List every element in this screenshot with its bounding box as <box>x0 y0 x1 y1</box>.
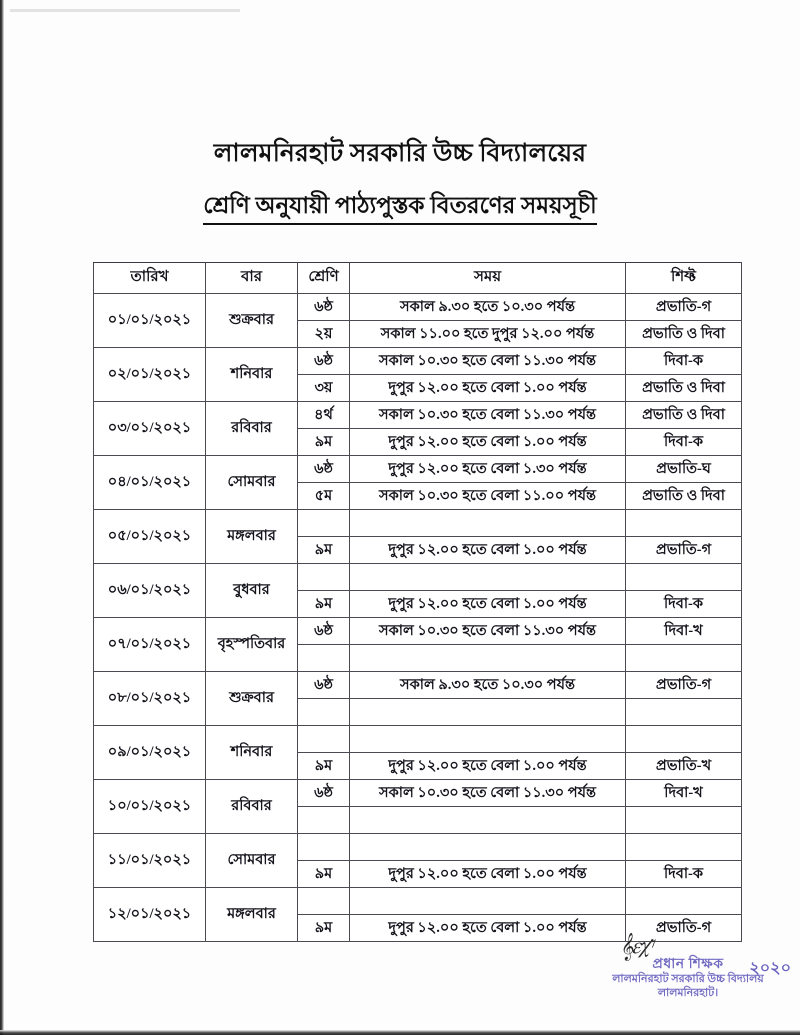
cell-time: সকাল ১০.৩০ হতে বেলা ১১.৩০ পর্যন্ত <box>350 348 626 375</box>
table-row <box>94 618 742 645</box>
cell-time: দুপুর ১২.০০ হতে বেলা ১.০০ পর্যন্ত <box>350 591 626 618</box>
cell-shift: প্রভাতি ও দিবা <box>626 375 742 402</box>
cell-day: শনিবার <box>206 348 298 402</box>
cell-day: রবিবার <box>206 402 298 456</box>
table-row <box>94 402 742 429</box>
table-row <box>94 672 742 699</box>
column-header-time: সময় <box>350 263 626 294</box>
cell-class: ৬ষ্ঠ <box>298 456 350 483</box>
signature-stamp-area <box>583 933 793 1018</box>
cell-time: সকাল ১০.৩০ হতে বেলা ১১.৩০ পর্যন্ত <box>350 618 626 645</box>
cell-date: ১২/০১/২০২১ <box>94 888 206 942</box>
cell-shift <box>626 888 742 915</box>
cell-class: ৬ষ্ঠ <box>298 348 350 375</box>
cell-shift <box>626 645 742 672</box>
cell-shift: প্রভাতি ও দিবা <box>626 321 742 348</box>
cell-class: ৯ম <box>298 915 350 942</box>
distribution-schedule-table <box>93 262 742 942</box>
cell-day: শুক্রবার <box>206 672 298 726</box>
column-header-shift: শিফ্ট <box>626 263 742 294</box>
cell-class <box>298 510 350 537</box>
cell-shift <box>626 807 742 834</box>
cell-date: ০৭/০১/২০২১ <box>94 618 206 672</box>
column-header-date: তারিখ <box>94 263 206 294</box>
cell-shift: প্রভাতি-গ <box>626 915 742 942</box>
document-subtitle: শ্রেণি অনুযায়ী পাঠ্যপুস্তক বিতরণের সময়সূচী <box>203 191 597 225</box>
cell-shift <box>626 564 742 591</box>
column-header-class: শ্রেণি <box>298 263 350 294</box>
cell-time: দুপুর ১২.০০ হতে বেলা ১.০০ পর্যন্ত <box>350 429 626 456</box>
cell-class: ৩য় <box>298 375 350 402</box>
cell-time <box>350 888 626 915</box>
cell-date: ০৯/০১/২০২১ <box>94 726 206 780</box>
cell-shift <box>626 834 742 861</box>
column-header-day: বার <box>206 263 298 294</box>
stamp-designation: প্রধান শিক্ষক <box>652 957 724 972</box>
cell-shift: দিবা-ক <box>626 429 742 456</box>
cell-shift: প্রভাতি-গ <box>626 537 742 564</box>
cell-class: ৯ম <box>298 537 350 564</box>
cell-date: ০৫/০১/২০২১ <box>94 510 206 564</box>
cell-day: মঙ্গলবার <box>206 888 298 942</box>
cell-shift: প্রভাতি-খ <box>626 753 742 780</box>
cell-day: শনিবার <box>206 726 298 780</box>
cell-date: ০২/০১/২০২১ <box>94 348 206 402</box>
cell-class: ৯ম <box>298 861 350 888</box>
cell-time <box>350 726 626 753</box>
cell-shift: দিবা-ক <box>626 591 742 618</box>
cell-time: সকাল ১০.৩০ হতে বেলা ১১.৩০ পর্যন্ত <box>350 402 626 429</box>
table-row <box>94 510 742 537</box>
table-row <box>94 834 742 861</box>
cell-shift: দিবা-ক <box>626 861 742 888</box>
cell-shift <box>626 510 742 537</box>
cell-class: ৬ষ্ঠ <box>298 294 350 321</box>
cell-time: সকাল ১১.০০ হতে দুপুর ১২.০০ পর্যন্ত <box>350 321 626 348</box>
cell-date: ০৬/০১/২০২১ <box>94 564 206 618</box>
cell-day: বৃহস্পতিবার <box>206 618 298 672</box>
cell-class <box>298 699 350 726</box>
cell-time <box>350 807 626 834</box>
cell-day: রবিবার <box>206 780 298 834</box>
table-row <box>94 780 742 807</box>
cell-shift: দিবা-খ <box>626 618 742 645</box>
cell-shift: প্রভাতি ও দিবা <box>626 402 742 429</box>
table-row <box>94 888 742 915</box>
cell-day: সোমবার <box>206 456 298 510</box>
cell-class: ৬ষ্ঠ <box>298 618 350 645</box>
table-row <box>94 294 742 321</box>
cell-time: দুপুর ১২.০০ হতে বেলা ১.০০ পর্যন্ত <box>350 915 626 942</box>
cell-time <box>350 564 626 591</box>
official-stamp <box>583 957 793 1001</box>
cell-class <box>298 645 350 672</box>
cell-time <box>350 699 626 726</box>
cell-day: শুক্রবার <box>206 294 298 348</box>
cell-time: দুপুর ১২.০০ হতে বেলা ১.০০ পর্যন্ত <box>350 753 626 780</box>
cell-class <box>298 726 350 753</box>
stamp-location: লালমনিরহাট। <box>657 987 719 1000</box>
cell-shift: দিবা-খ <box>626 780 742 807</box>
cell-class: ৯ম <box>298 753 350 780</box>
school-name-title: লালমনিরহাট সরকারি উচ্চ বিদ্যালয়ের <box>213 140 587 167</box>
stamp-date: ২০২০ <box>749 958 791 977</box>
cell-class <box>298 807 350 834</box>
cell-time: দুপুর ১২.০০ হতে বেলা ১.০০ পর্যন্ত <box>350 861 626 888</box>
cell-time: সকাল ১০.৩০ হতে বেলা ১১.০০ পর্যন্ত <box>350 483 626 510</box>
cell-shift: প্রভাতি-ঘ <box>626 456 742 483</box>
stamp-institution: লালমনিরহাট সরকারি উচ্চ বিদ্যালয় <box>612 973 764 986</box>
cell-shift: প্রভাতি-গ <box>626 294 742 321</box>
cell-shift: প্রভাতি ও দিবা <box>626 483 742 510</box>
cell-date: ০৪/০১/২০২১ <box>94 456 206 510</box>
cell-class: ৯ম <box>298 429 350 456</box>
cell-class: ৬ষ্ঠ <box>298 780 350 807</box>
cell-shift: প্রভাতি-গ <box>626 672 742 699</box>
cell-time <box>350 834 626 861</box>
cell-class: ৪র্থ <box>298 402 350 429</box>
table-row <box>94 456 742 483</box>
cell-time: সকাল ৯.৩০ হতে ১০.৩০ পর্যন্ত <box>350 672 626 699</box>
cell-date: ০৩/০১/২০২১ <box>94 402 206 456</box>
scan-edge-top <box>10 9 240 12</box>
cell-time <box>350 645 626 672</box>
cell-day: সোমবার <box>206 834 298 888</box>
handwritten-signature: 𝄞 𝜀 𝜒 𝄾 <box>619 931 656 961</box>
cell-class: ২য় <box>298 321 350 348</box>
table-row <box>94 564 742 591</box>
cell-date: ১০/০১/২০২১ <box>94 780 206 834</box>
cell-class: ৯ম <box>298 591 350 618</box>
cell-class <box>298 888 350 915</box>
cell-shift <box>626 726 742 753</box>
cell-class: ৬ষ্ঠ <box>298 672 350 699</box>
table-row <box>94 348 742 375</box>
cell-date: ১১/০১/২০২১ <box>94 834 206 888</box>
cell-shift: দিবা-ক <box>626 348 742 375</box>
scan-edge-bottom <box>0 1030 800 1035</box>
cell-time: সকাল ১০.৩০ হতে বেলা ১১.৩০ পর্যন্ত <box>350 780 626 807</box>
cell-class <box>298 834 350 861</box>
cell-class: ৫ম <box>298 483 350 510</box>
table-row <box>94 726 742 753</box>
cell-time: দুপুর ১২.০০ হতে বেলা ১.০০ পর্যন্ত <box>350 375 626 402</box>
cell-time: সকাল ৯.৩০ হতে ১০.৩০ পর্যন্ত <box>350 294 626 321</box>
table-body <box>94 294 742 942</box>
cell-time: দুপুর ১২.০০ হতে বেলা ১.৩০ পর্যন্ত <box>350 456 626 483</box>
cell-date: ০৮/০১/২০২১ <box>94 672 206 726</box>
cell-class <box>298 564 350 591</box>
cell-time: দুপুর ১২.০০ হতে বেলা ১.০০ পর্যন্ত <box>350 537 626 564</box>
document-header <box>0 138 800 225</box>
cell-day: মঙ্গলবার <box>206 510 298 564</box>
cell-shift <box>626 699 742 726</box>
table-header-row <box>94 263 742 294</box>
cell-time <box>350 510 626 537</box>
cell-date: ০১/০১/২০২১ <box>94 294 206 348</box>
cell-day: বুধবার <box>206 564 298 618</box>
